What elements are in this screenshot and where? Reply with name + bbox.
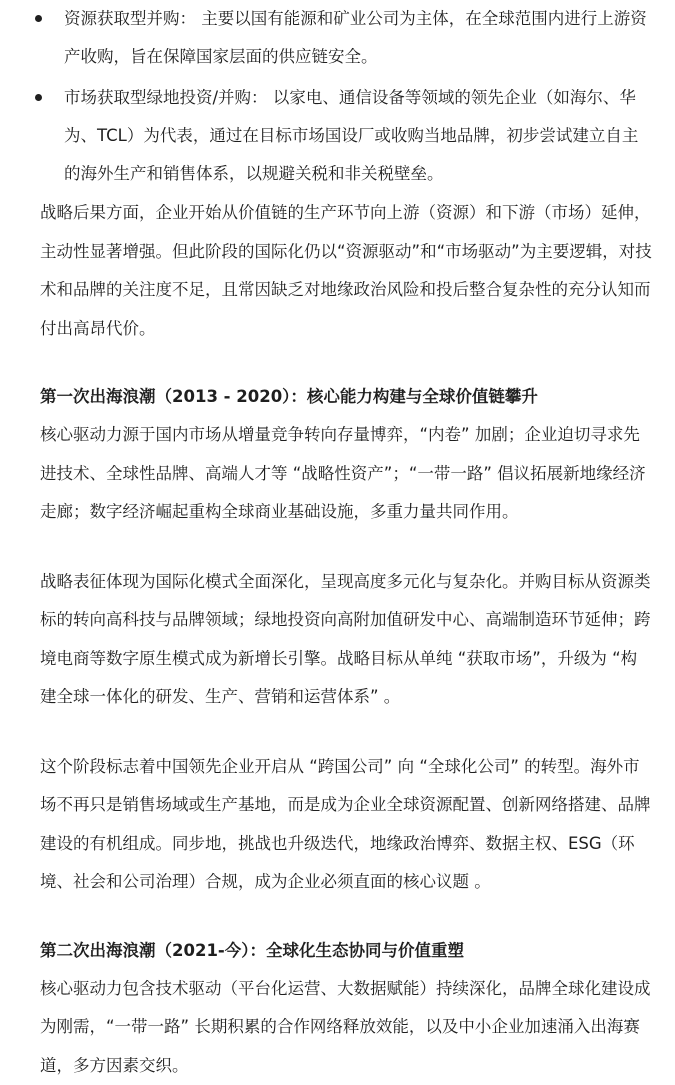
- paragraph-first-wave-transformation: 这个阶段标志着中国领先企业开启从 “跨国公司” 向 “全球化公司” 的转型。海外市场不再只是销售场域或生产基地，而是成为企业全球资源配置、创新网络搭建、品牌建设的有机组成。同步地，挑战也升级迭代，地缘政治博弈、数据主权、ESG（环境、社会和公司治理）合规，成为企业必须直面的核心议题 。: [40, 748, 653, 902]
- bullet-list: [40, 0, 653, 193]
- bullet-label: 市场获取型绿地投资/并购：: [64, 88, 268, 107]
- bullet-item-resource-acquisition: [40, 0, 653, 76]
- section-heading-second-wave: 第二次出海浪潮（2021-今）：全球化生态协同与价值重塑: [40, 932, 653, 970]
- bullet-dot-icon: [35, 94, 42, 101]
- bullet-dot-icon: [35, 15, 42, 22]
- paragraph-first-wave-drivers: 核心驱动力源于国内市场从增量竞争转向存量博弈，“内卷” 加剧；企业迫切寻求先进技术、全球性品牌、高端人才等 “战略性资产”；“一带一路” 倡议拓展新地缘经济走廊；数字经济崛起重构全球商业基础设施，多重力量共同作用。: [40, 416, 653, 532]
- bullet-text: 主要以国有能源和矿业公司为主体，在全球范围内进行上游资产收购，旨在保障国家层面的供应链安全。: [64, 9, 647, 66]
- paragraph-strategic-consequence: 战略后果方面，企业开始从价值链的生产环节向上游（资源）和下游（市场）延伸，主动性显著增强。但此阶段的国际化仍以“资源驱动”和“市场驱动”为主要逻辑，对技术和品牌的关注度不足，且常因缺乏对地缘政治风险和投后整合复杂性的充分认知而付出高昂代价。: [40, 194, 653, 348]
- bullet-label: 资源获取型并购：: [64, 9, 196, 28]
- bullet-text: 以家电、通信设备等领域的领先企业（如海尔、华为、TCL）为代表，通过在目标市场国设厂或收购当地品牌，初步尝试建立自主的海外生产和销售体系，以规避关税和非关税壁垒。: [64, 88, 638, 183]
- paragraph-second-wave-drivers: 核心驱动力包含技术驱动（平台化运营、大数据赋能）持续深化，品牌全球化建设成为刚需，“一带一路” 长期积累的合作网络释放效能，以及中小企业加速涌入出海赛道，多方因素交织。: [40, 970, 653, 1085]
- bullet-item-market-acquisition: [40, 79, 653, 193]
- paragraph-first-wave-strategy: 战略表征体现为国际化模式全面深化，呈现高度多元化与复杂化。并购目标从资源类标的转向高科技与品牌领域；绿地投资向高附加值研发中心、高端制造环节延伸；跨境电商等数字原生模式成为新增长引擎。战略目标从单纯 “获取市场”，升级为 “构建全球一体化的研发、生产、营销和运营体系” 。: [40, 563, 653, 717]
- section-heading-first-wave: 第一次出海浪潮（2013 - 2020）：核心能力构建与全球价值链攀升: [40, 378, 653, 416]
